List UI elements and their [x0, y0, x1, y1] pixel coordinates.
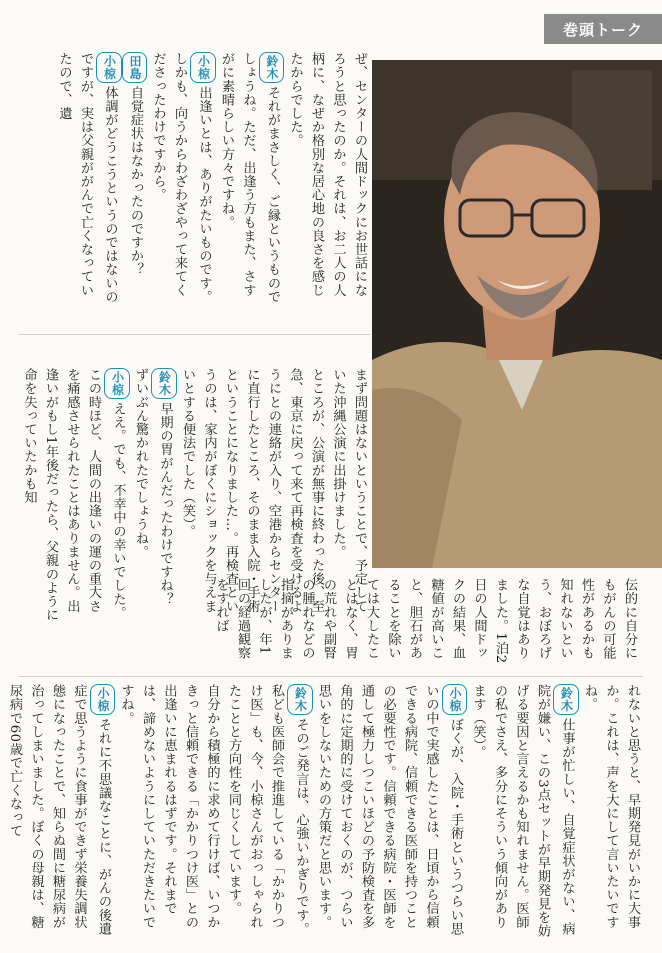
speaker-label: 小椋 [442, 684, 468, 715]
paragraph [579, 684, 644, 939]
portrait-photo [372, 60, 662, 568]
paragraph [313, 684, 468, 939]
paragraph-text: そのご発言は、心強いかぎりです。私ども医師会で推進している「かかりつけ医」も、今、小椋さんがおっしゃられたことと方向性を同じくしています。 [226, 684, 309, 936]
speaker-label: 小椋 [104, 368, 130, 399]
speaker-label: 鈴木 [151, 368, 177, 399]
paragraph-text: 自分から積極的に求めて行けば、いつかきっと信頼できる「かかりつけ医」との出逢いに恵まれるはずです。それまでは、諦めないようにしていただきたいですね。 [118, 684, 220, 929]
paragraph [216, 52, 285, 308]
paragraph-text: 体調がどうこうというのではないのですが、実は父親ががんで亡くなっていたので、遺 [56, 52, 118, 304]
paragraph-text: ところが、公演が無事に終わった後、至急、東京に戻って来て再検査を受けるようにとの連絡が入り、空港からセンターに直行したところ、そのまま入院・手術ということになりました…。再検査というのは、家内がぼくにショックを与えまいとする便法でした（笑）。 [180, 368, 324, 613]
speaker-label: 鈴木 [553, 684, 579, 715]
paragraph-text: ぼくが、入院・手術というつらい思いの中で実感したことは、日頃から信頼できる病院、信頼できる医師を持つことの必要性です。信頼できる病院・医師を通して極力しつこいほどの予防検査を多角的に定期的に受けておくのが、つらい思いをしないための方策だと思います。 [316, 684, 463, 936]
paragraph [18, 368, 130, 623]
paragraph [147, 52, 216, 308]
paragraph-text: まず問題はないということで、予定していた沖縄公演に出掛けました。 [330, 368, 367, 613]
column-middle-right [213, 578, 640, 668]
column-top-left [18, 52, 370, 308]
column-divider [18, 676, 643, 677]
paragraph-text: それに不思議なことに、がんの後遺症で思うように食事ができず栄養失調状態になったことで、知らぬ間に糖尿病が治ってしまいました。ぼくの母親は、糖尿病で60歳で亡くなって [7, 684, 111, 936]
speaker-label: 小椋 [190, 52, 216, 83]
column-bottom [7, 684, 643, 939]
portrait-photo-icon [372, 60, 662, 568]
paragraph-text: 早期の胃がんだったわけですね？ ずいぶん驚かれたでしょうね。 [133, 368, 173, 620]
paragraph [284, 52, 370, 308]
paragraph-text: 伝的に自分にもがんの可能性があるかも知れないという、おぼろげな自覚はありました。1泊2日の人間ドックの結果、血糖値が高いこと、胆石があることを除いては大したことはなく、胃の荒れや副腎の腫れなどの指摘がありましたが、年1回の経過観察をすれば [213, 578, 637, 664]
paragraph-text: ええ。でも、不幸中の幸いでした。この時ほど、人間の出逢いの運の重大さを痛感させられたことはありません。出逢いがもし1年後だったら、父親のように命を失っていたかも知 [21, 368, 126, 622]
paragraph [467, 684, 579, 939]
paragraph-text: れないと思うと、早期発見がいかに大事か。これは、声を大にして言いたいですね。 [582, 684, 640, 929]
column-divider [18, 334, 370, 335]
speaker-label: 小椋 [90, 684, 116, 715]
section-tab-label: 巻頭トーク [562, 20, 643, 39]
paragraph [223, 684, 313, 939]
section-tab [544, 14, 662, 44]
paragraph [122, 52, 148, 308]
speaker-label: 小椋 [96, 52, 122, 83]
paragraph [53, 52, 122, 308]
speaker-label: 鈴木 [259, 52, 285, 83]
speaker-label: 田島 [122, 52, 148, 83]
paragraph-text: 自覚症状はなかったのですか？ [128, 85, 143, 277]
paragraph-text: 出逢いとは、ありがたいものです。しかも、向うからわざわざやって来てくださったわけですから。 [150, 52, 212, 304]
speaker-label: 鈴木 [287, 684, 313, 715]
paragraph-text: 仕事が忙しい、自覚症状がない、病院が嫌い、この3点セットが早期発見を妨げる要因と言えるかも知れません。医師の私でさえ、多分にそういう傾向があります（笑）。 [470, 684, 575, 938]
paragraph [130, 368, 177, 623]
paragraph-text: ぜ、センターの人間ドックにお世話になろうと思ったのか。それは、お二人の人柄に、なぜか格別な居心地の良さを感じたからでした。 [287, 52, 367, 297]
paragraph-text: それがまさしく、ご縁というものでしょうね。ただ、出逢う方もまた、さすがに素晴らしい方々ですね。 [219, 52, 280, 304]
paragraph [4, 684, 116, 939]
paragraph [210, 578, 640, 668]
paragraph [115, 684, 223, 939]
